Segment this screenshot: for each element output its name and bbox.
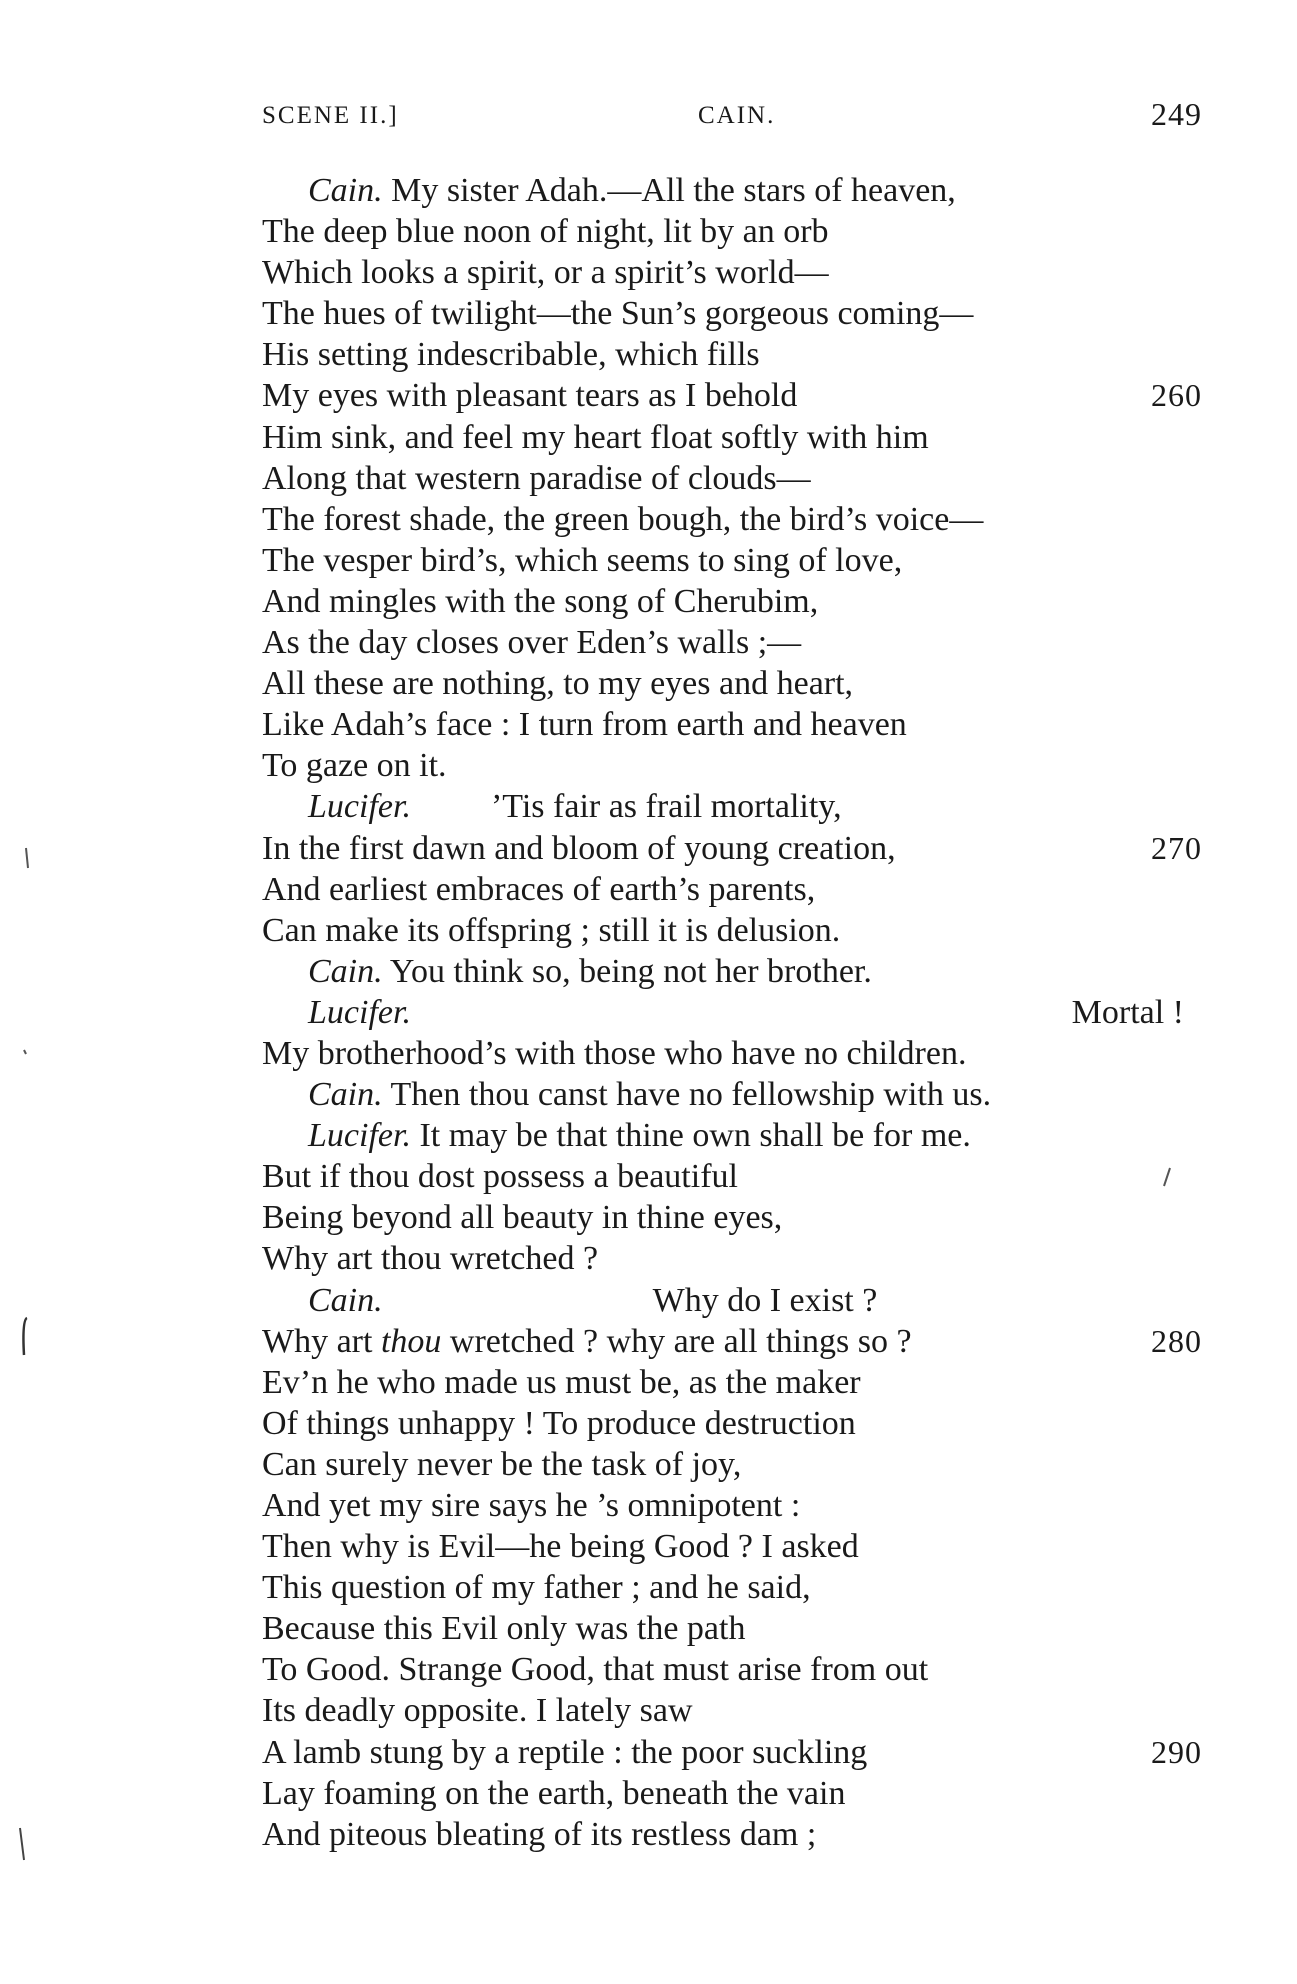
speaker-name: Cain. [308, 1281, 383, 1319]
line-text: The vesper bird’s, which seems to sing of love, [262, 541, 903, 579]
scan-artifact-marks [0, 0, 60, 1984]
speaker-name: Cain. [308, 172, 383, 209]
line-text: It may be that thine own shall be for me. [419, 1117, 971, 1155]
line-text: You think so, being not her brother. [389, 952, 872, 990]
page-number: 249 [1151, 96, 1202, 132]
line-text: This question of my father ; and he said, [262, 1569, 811, 1607]
line-text: ’Tis fair as frail mortality, [490, 788, 842, 826]
line-text: My brotherhood’s with those who have no children. [262, 1034, 967, 1072]
verse-line [262, 1608, 1202, 1649]
line-text: Because this Evil only was the path [262, 1610, 746, 1648]
line-text: And piteous bleating of its restless dam ; [262, 1815, 817, 1853]
line-number: 280 [1151, 1322, 1202, 1359]
page-header [262, 96, 1202, 136]
speaker-name: Cain. [308, 952, 383, 990]
line-text: wretched ? why are all things so ? [449, 1322, 912, 1360]
verse-line [262, 1814, 1202, 1855]
line-text: A lamb stung by a reptile : the poor suckling [262, 1733, 868, 1771]
verse-line [262, 1362, 1202, 1403]
verse-line [262, 663, 1202, 704]
verse-line [262, 1444, 1202, 1485]
line-text: To gaze on it. [262, 747, 447, 785]
verse-line [262, 1238, 1202, 1279]
line-text: As the day closes over Eden’s walls ;— [262, 624, 802, 662]
verse-line [262, 1033, 1202, 1074]
verse-line [262, 252, 1202, 293]
line-text: Like Adah’s face : I turn from earth and heaven [262, 706, 907, 744]
verse-line [262, 622, 1202, 663]
scan-mark [23, 1318, 27, 1355]
verse-body [262, 170, 1202, 1855]
verse-line [262, 170, 1202, 211]
verse-line [262, 1485, 1202, 1526]
line-number: 270 [1151, 829, 1202, 866]
line-text: Along that western paradise of clouds— [262, 459, 811, 497]
verse-line [262, 951, 1202, 992]
verse-line [262, 458, 1202, 499]
verse-line [262, 869, 1202, 910]
line-text: And mingles with the song of Cherubim, [262, 582, 819, 620]
verse-line [262, 1197, 1202, 1238]
verse-line [262, 992, 1202, 1033]
line-text: Him sink, and feel my heart float softly with him [262, 418, 929, 456]
verse-line [262, 828, 1202, 869]
line-text: Can make its offspring ; still it is delusion. [262, 911, 841, 949]
line-text: Why art [262, 1322, 373, 1360]
line-text: But if thou dost possess a beautiful [262, 1158, 738, 1196]
line-number: 260 [1151, 377, 1202, 414]
speaker-name: Lucifer. [308, 788, 411, 826]
verse-line [262, 1773, 1202, 1814]
line-text: The hues of twilight—the Sun’s gorgeous coming— [262, 295, 974, 333]
verse-line [262, 704, 1202, 745]
verse-line [262, 1074, 1202, 1115]
line-text: Mortal ! [1071, 993, 1184, 1031]
scan-mark [26, 848, 28, 868]
verse-line [262, 910, 1202, 951]
verse-line [262, 417, 1202, 458]
line-text: All these are nothing, to my eyes and heart, [262, 665, 854, 703]
verse-line [262, 1156, 1202, 1197]
verse-line [262, 581, 1202, 622]
running-head-title: CAIN. [698, 102, 776, 129]
line-text: The deep blue noon of night, lit by an orb [262, 213, 829, 251]
verse-line [262, 334, 1202, 375]
line-text: Of things unhappy ! To produce destruction [262, 1404, 856, 1442]
line-text: His setting indescribable, which fills [262, 336, 760, 374]
line-text: Ev’n he who made us must be, as the maker [262, 1363, 861, 1401]
verse-line [262, 1280, 1202, 1321]
line-text: My eyes with pleasant tears as I behold [262, 377, 798, 415]
verse-line [262, 1115, 1202, 1156]
line-text: Its deadly opposite. I lately saw [262, 1692, 693, 1730]
verse-line [262, 211, 1202, 252]
speaker-name: Lucifer. [308, 1117, 411, 1155]
verse-line [262, 1403, 1202, 1444]
line-text: To Good. Strange Good, that must arise from out [262, 1651, 929, 1689]
line-text: Being beyond all beauty in thine eyes, [262, 1199, 783, 1237]
emphasis-text: thou [380, 1322, 442, 1360]
scan-mark [24, 1050, 26, 1054]
line-text: Then why is Evil—he being Good ? I asked [262, 1528, 859, 1566]
line-text: Then thou canst have no fellowship with us. [390, 1076, 992, 1114]
scan-mark [20, 1828, 24, 1860]
running-head-scene: SCENE II.] [262, 102, 399, 129]
line-text: The forest shade, the green bough, the bird’s voice— [262, 500, 984, 538]
verse-line [262, 1732, 1202, 1773]
verse-line [262, 786, 1202, 827]
line-text: In the first dawn and bloom of young creation, [262, 829, 896, 867]
speaker-name: Lucifer. [308, 993, 411, 1031]
verse-line [262, 499, 1202, 540]
verse-line [262, 1690, 1202, 1731]
line-text: Which looks a spirit, or a spirit’s world— [262, 254, 829, 292]
verse-line [262, 1526, 1202, 1567]
line-text: And yet my sire says he ’s omnipotent : [262, 1487, 801, 1524]
speaker-name: Cain. [308, 1076, 383, 1114]
line-text: And earliest embraces of earth’s parents, [262, 870, 816, 908]
verse-line [262, 1567, 1202, 1608]
verse-line [262, 293, 1202, 334]
line-text: Can surely never be the task of joy, [262, 1445, 742, 1483]
verse-line [262, 745, 1202, 786]
verse-line [262, 1649, 1202, 1690]
verse-line [262, 375, 1202, 416]
line-text: Why art thou wretched ? [262, 1240, 599, 1278]
verse-line [262, 1321, 1202, 1362]
line-number: 290 [1151, 1733, 1202, 1770]
line-text: My sister Adah.—All the stars of heaven, [391, 172, 956, 209]
line-text: Lay foaming on the earth, beneath the vain [262, 1774, 846, 1812]
line-text: Why do I exist ? [652, 1281, 878, 1319]
verse-line [262, 540, 1202, 581]
